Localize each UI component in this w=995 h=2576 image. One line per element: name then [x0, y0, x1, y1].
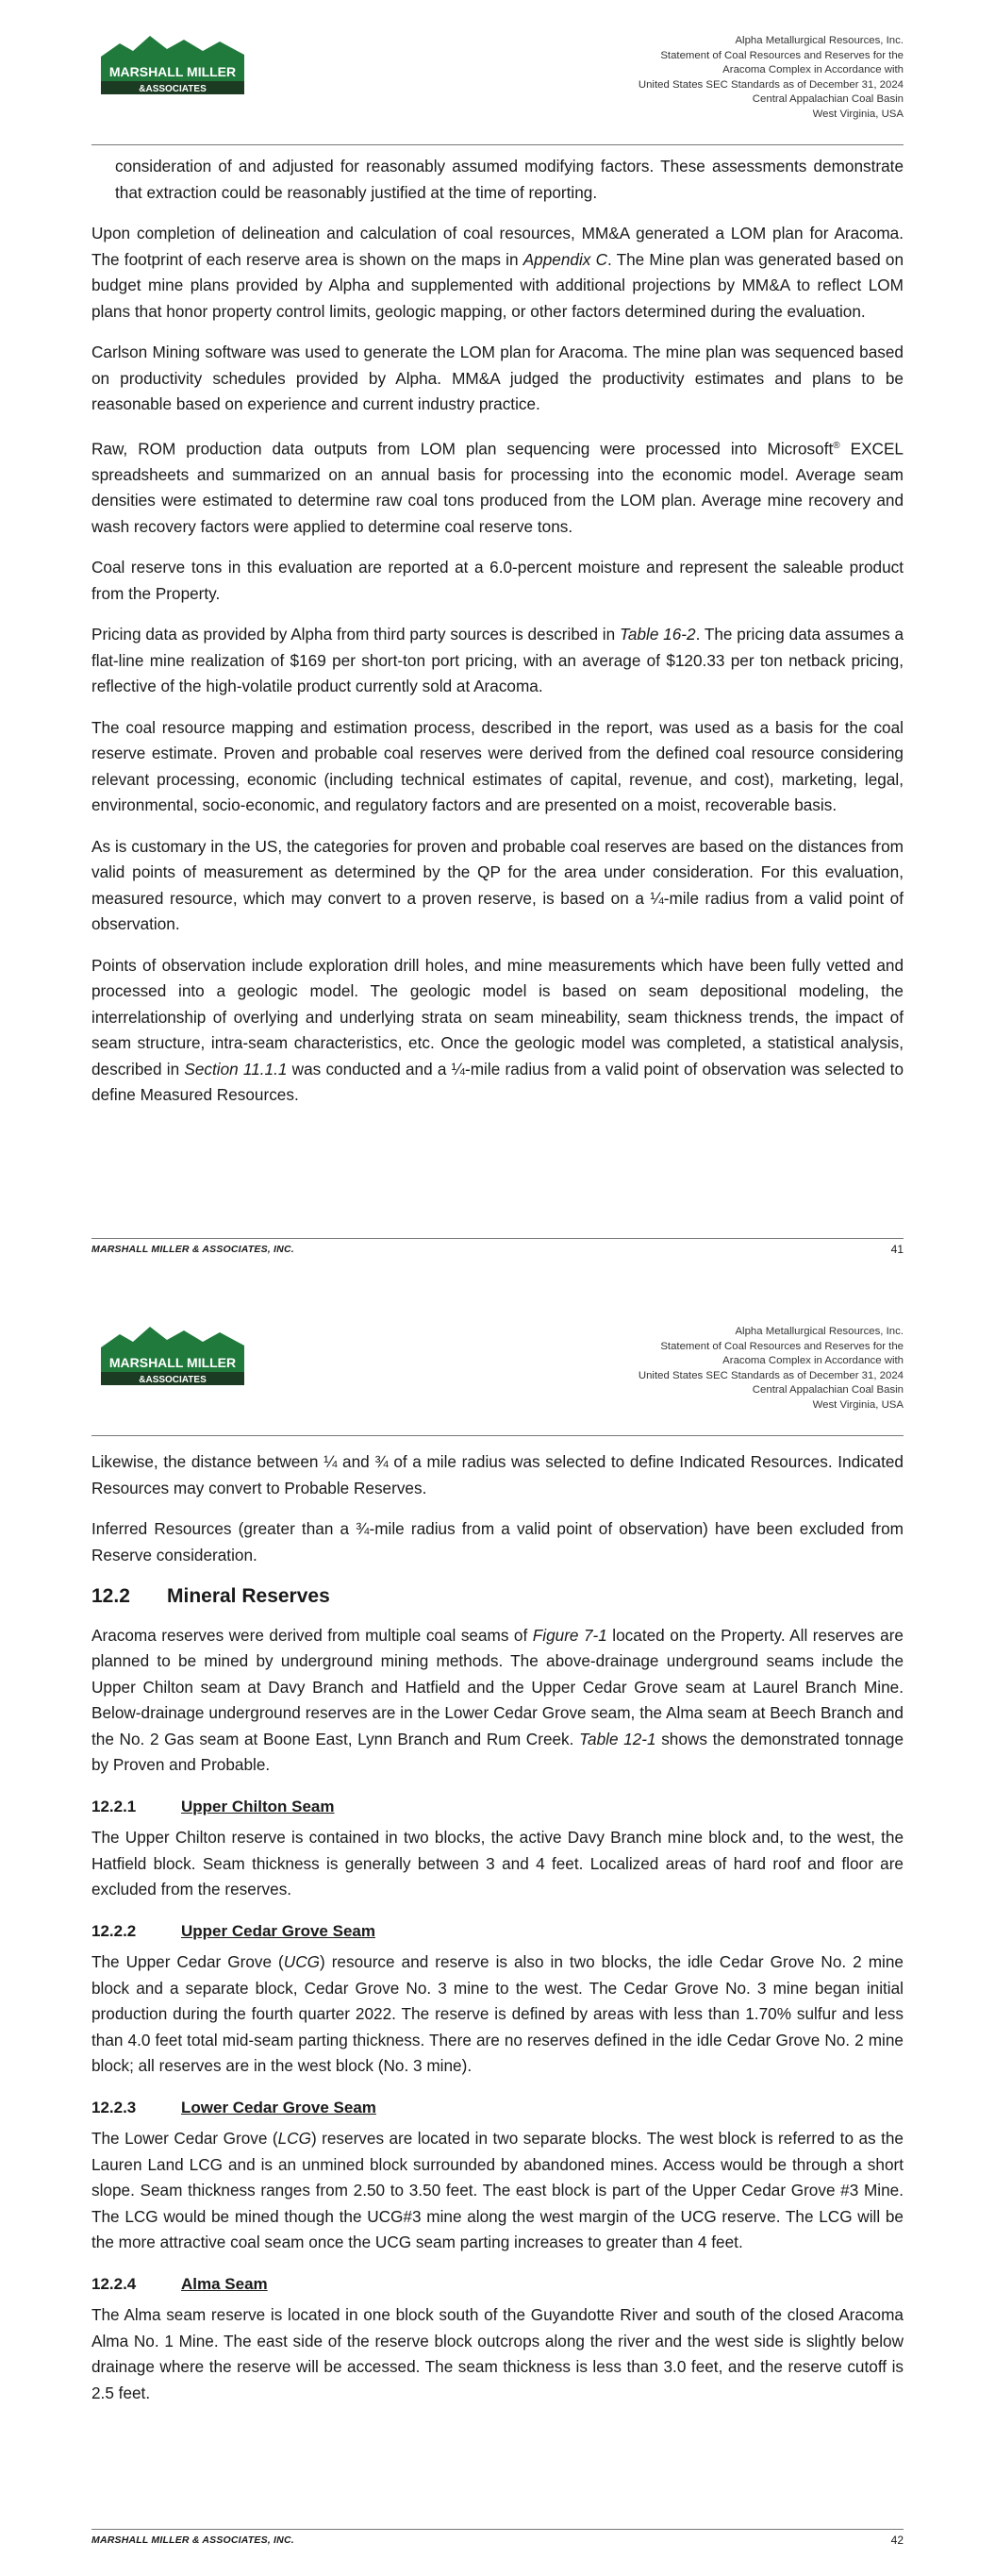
header-line: West Virginia, USA: [812, 108, 904, 120]
document-page-42: [0, 1291, 995, 2576]
logo-sub: &ASSOCIATES: [139, 84, 207, 94]
section-heading: 12.2 Mineral Reserves: [91, 1585, 330, 1607]
page-body: [91, 1449, 904, 2421]
page-header: [638, 1325, 904, 1413]
subsection-heading: 12.2.4 Alma Seam: [91, 2274, 268, 2293]
paragraph: Likewise, the distance between ¼ and ¾ of a mile radius was selected to define Indicated Resources. Indicated Resources may convert to Probable Reserves.: [91, 1452, 904, 1497]
company-logo: [97, 28, 248, 100]
header-line: Alpha Metallurgical Resources, Inc.: [735, 35, 904, 46]
subsection-heading: 12.2.1 Upper Chilton Seam: [91, 1797, 335, 1815]
page-header: [638, 34, 904, 122]
paragraph: Inferred Resources (greater than a ¾-mile radius from a valid point of observation) have been excluded from Reserve consideration.: [91, 1519, 904, 1564]
table-reference: Table 12-1: [579, 1729, 656, 1748]
paragraph: Points of observation include exploration drill holes, and mine measurements which have been fully vetted and processed into a geologic model. The geologic model is based on seam depositional modeling, the interrelationship of overlying and underlying strata on seam mineability, seam thickness trends, the impact of seam structure, intra-seam characteristics, etc. Once the geologic model was completed, a statistical analysis, described in Section 11.1.1 was conducted and a ¼-mile radius from a valid point of observation was selected to define Measured Resources.: [91, 955, 904, 1105]
header-line: Statement of Coal Resources and Reserves for the: [660, 49, 904, 61]
page-number: 42: [890, 2534, 904, 2547]
paragraph: The Upper Chilton reserve is contained in two blocks, the active Davy Branch mine block and, to the west, the Hatfield block. Seam thickness is generally between 3 and 4 feet. Localized areas of hard roof and floor are excluded from the reserves.: [91, 1828, 904, 1899]
paragraph: Raw, ROM production data outputs from LOM plan sequencing were processed into Microsoft® EXCEL spreadsheets and summarized on an annual basis for processing into the economic model. Average seam densities were estimated to determine raw coal tons produced from the LOM plan. Average mine recovery and wash recovery factors were applied to determine coal reserve tons.: [91, 439, 904, 536]
header-line: United States SEC Standards as of December 31, 2024: [638, 78, 904, 91]
figure-reference: Appendix C: [522, 249, 607, 269]
table-reference: Table 16-2: [619, 625, 696, 644]
page-body: [91, 154, 904, 1124]
logo-sub: &ASSOCIATES: [139, 1375, 207, 1385]
paragraph: The Alma seam reserve is located in one block south of the Guyandotte River and south of the closed Aracoma Alma No. 1 Mine. The east side of the reserve block outcrops along the river and the west side is slightly below drainage where the reserve will be accessed. The seam thickness is less than 3.0 feet, and the reserve cutoff is 2.5 feet.: [91, 2305, 904, 2402]
header-line: United States SEC Standards as of December 31, 2024: [638, 1369, 904, 1381]
footer-divider: [91, 2529, 904, 2530]
header-divider: [91, 144, 904, 145]
footer-divider: [91, 1238, 904, 1239]
header-line: West Virginia, USA: [812, 1398, 904, 1411]
subsection-heading: 12.2.3 Lower Cedar Grove Seam: [91, 2098, 376, 2116]
paragraph: Coal reserve tons in this evaluation are reported at a 6.0-percent moisture and represent the saleable product from the Property.: [91, 558, 904, 603]
paragraph: The Upper Cedar Grove (UCG) resource and reserve is also in two blocks, the idle Cedar Grove No. 2 mine block and a separate block, Cedar Grove No. 3 mine to the west. The Cedar Grove No. 3 mine began initial production during the fourth quarter 2022. The reserve is defined by areas with less than 1.70% sulfur and less than 4.0 feet total mid-seam parting thickness. There are no reserves defined in the idle Cedar Grove No. 2 mine block; all reserves are in the west block (No. 3 mine).: [91, 1952, 904, 2075]
paragraph: The Lower Cedar Grove (LCG) reserves are located in two separate blocks. The west block is referred to as the Lauren Land LCG and is an unmined block surrounded by abandoned mines. Access would be through a short slope. Seam thickness ranges from 2.50 to 3.50 feet. The east block is part of the Upper Cedar Grove #3 Mine. The LCG would be mined though the UCG#3 mine along the west margin of the UCG reserve. The LCG will be the more attractive coal seam once the UCG seam parting increases to greater than 4 feet.: [91, 2129, 904, 2251]
header-divider: [91, 1435, 904, 1436]
paragraph: Carlson Mining software was used to generate the LOM plan for Aracoma. The mine plan was sequenced based on productivity schedules provided by Alpha. MM&A judged the productivity estimates and plans to be reasonable based on experience and current industry practice.: [91, 343, 904, 413]
header-line: Aracoma Complex in Accordance with: [722, 64, 904, 75]
figure-reference: Figure 7-1: [532, 1625, 607, 1645]
logo-brand: MARSHALL MILLER: [108, 64, 237, 79]
header-line: Central Appalachian Coal Basin: [752, 93, 904, 105]
footer-company: MARSHALL MILLER & ASSOCIATES, INC.: [91, 2534, 294, 2546]
paragraph: Upon completion of delineation and calculation of coal resources, MM&A generated a LOM plan for Aracoma. The footprint of each reserve area is shown on the maps in Appendix C. The Mine plan was generated based on budget mine plans provided by Alpha and supplemented with additional projections by MM&A to reflect LOM plans that honor property control limits, geologic mapping, or other factors determined during the evaluation.: [91, 224, 904, 321]
header-line: Central Appalachian Coal Basin: [752, 1384, 904, 1396]
header-line: Aracoma Complex in Accordance with: [722, 1355, 904, 1366]
header-line: Alpha Metallurgical Resources, Inc.: [735, 1326, 904, 1337]
page-number: 41: [890, 1243, 904, 1256]
company-logo: [97, 1319, 248, 1391]
header-line: Statement of Coal Resources and Reserves for the: [660, 1340, 904, 1352]
subsection-heading: 12.2.2 Upper Cedar Grove Seam: [91, 1921, 375, 1940]
section-reference: Section 11.1.1: [184, 1059, 288, 1079]
paragraph: Aracoma reserves were derived from multiple coal seams of Figure 7-1 located on the Property. All reserves are planned to be mined by underground mining methods. The above-drainage underground seams include the Upper Chilton seam at Davy Branch and Hatfield and the Upper Cedar Grove seam at Laurel Branch Mine. Below-drainage underground reserves are in the Lower Cedar Grove seam, the Alma seam at Beech Branch and the No. 2 Gas seam at Boone East, Lynn Branch and Rum Creek. Table 12-1 shows the demonstrated tonnage by Proven and Probable.: [91, 1625, 904, 1774]
paragraph: As is customary in the US, the categories for proven and probable coal reserves are based on the distances from valid points of measurement as determined by the QP for the area under consideration. For this evaluation, measured resource, which may convert to a proven reserve, is based on a ¼-mile radius from a valid point of observation.: [91, 836, 904, 934]
paragraph: consideration of and adjusted for reasonably assumed modifying factors. These assessments demonstrate that extraction could be reasonably justified at the time of reporting.: [115, 157, 904, 202]
footer-company: MARSHALL MILLER & ASSOCIATES, INC.: [91, 1244, 294, 1255]
paragraph: Pricing data as provided by Alpha from third party sources is described in Table 16-2. The pricing data assumes a flat-line mine realization of $169 per short-ton port pricing, with an average of $120.33 per ton netback pricing, reflective of the high-volatile product currently sold at Aracoma.: [91, 625, 904, 696]
logo-brand: MARSHALL MILLER: [108, 1355, 237, 1370]
paragraph: The coal resource mapping and estimation process, described in the report, was used as a basis for the coal reserve estimate. Proven and probable coal reserves were derived from the defined coal resource considering relevant processing, economic (including technical estimates of capital, revenue, and cost), marketing, legal, environmental, socio-economic, and regulatory factors and are presented on a moist, recoverable basis.: [91, 717, 904, 815]
